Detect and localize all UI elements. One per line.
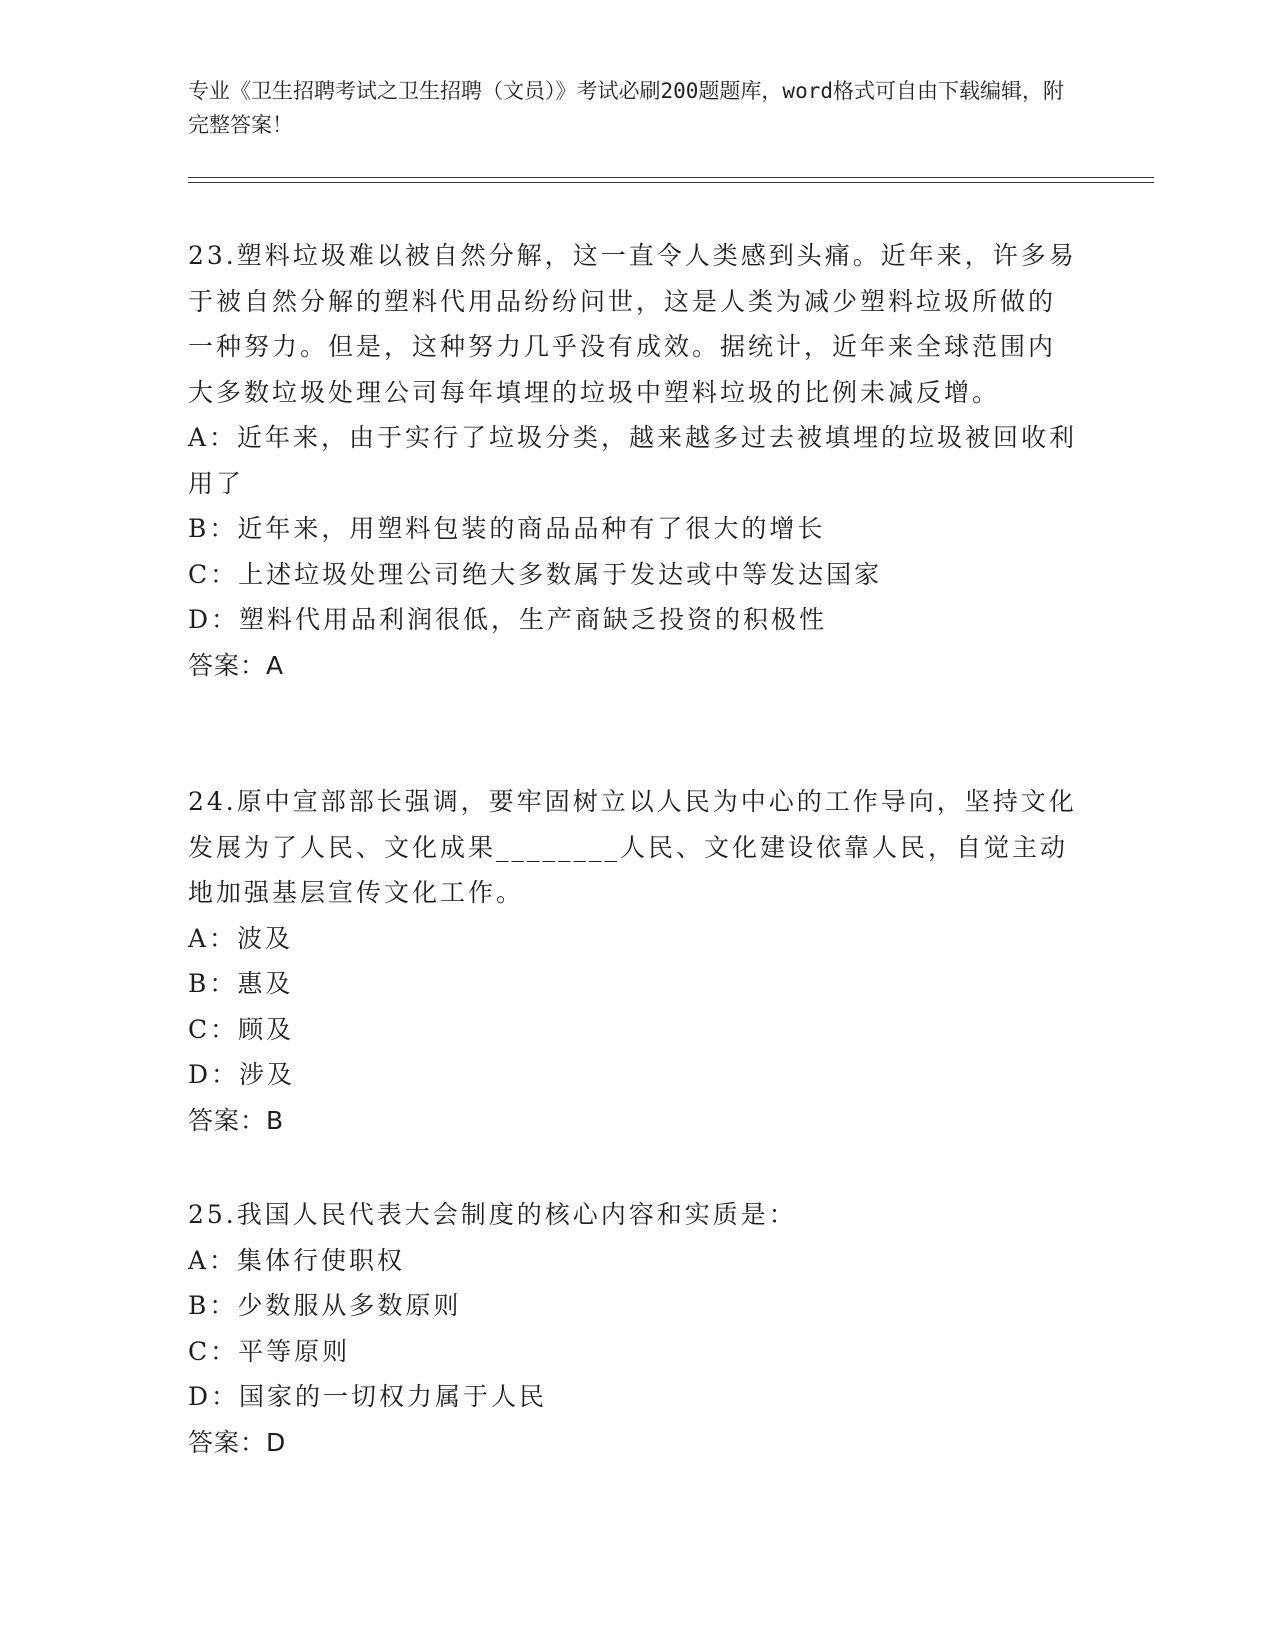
option-a: A：近年来，由于实行了垃圾分类，越来越多过去被填埋的垃圾被回收利用了 [188, 423, 1078, 498]
question-stem: 24.原中宣部部长强调，要牢固树立以人民为中心的工作导向，坚持文化发展为了人民、文化成果________人民、文化建设依靠人民，自觉主动地加强基层宣传文化工作。 [188, 787, 1077, 907]
question-25 [188, 1192, 1078, 1465]
header-divider-top [188, 177, 1154, 178]
option-d: D：塑料代用品利润很低，生产商缺乏投资的积极性 [188, 605, 828, 634]
option-c: C：上述垃圾处理公司绝大多数属于发达或中等发达国家 [188, 559, 883, 589]
option-a: A：集体行使职权 [188, 1245, 406, 1275]
document-header: 专业《卫生招聘考试之卫生招聘（文员）》考试必刷200题题库，word格式可自由下载编辑，附完整答案！ [188, 79, 1064, 137]
question-stem: 23.塑料垃圾难以被自然分解，这一直令人类感到头痛。近年来，许多易于被自然分解的塑料代用品纷纷问世，这是人类为减少塑料垃圾所做的一种努力。但是，这种努力几乎没有成效。据统计，近年来全球范围内大多数垃圾处理公司每年填埋的垃圾中塑料垃圾的比例未减反增。 [188, 241, 1077, 407]
question-stem: 25.我国人民代表大会制度的核心内容和实质是： [188, 1200, 797, 1229]
option-c: C：顾及 [188, 1014, 295, 1044]
answer: 答案：A [188, 650, 285, 680]
option-b: B：近年来，用塑料包装的商品品种有了很大的增长 [188, 514, 826, 543]
question-24 [188, 779, 1078, 1143]
option-b: B：少数服从多数原则 [188, 1291, 462, 1320]
option-d: D：涉及 [188, 1060, 296, 1089]
option-b: B：惠及 [188, 969, 294, 998]
question-23 [188, 233, 1078, 688]
option-c: C：平等原则 [188, 1336, 351, 1366]
option-a: A：波及 [188, 923, 294, 953]
header-divider-bottom [188, 182, 1154, 183]
answer: 答案：D [188, 1427, 287, 1457]
answer: 答案：B [188, 1105, 285, 1135]
option-d: D：国家的一切权力属于人民 [188, 1382, 548, 1411]
